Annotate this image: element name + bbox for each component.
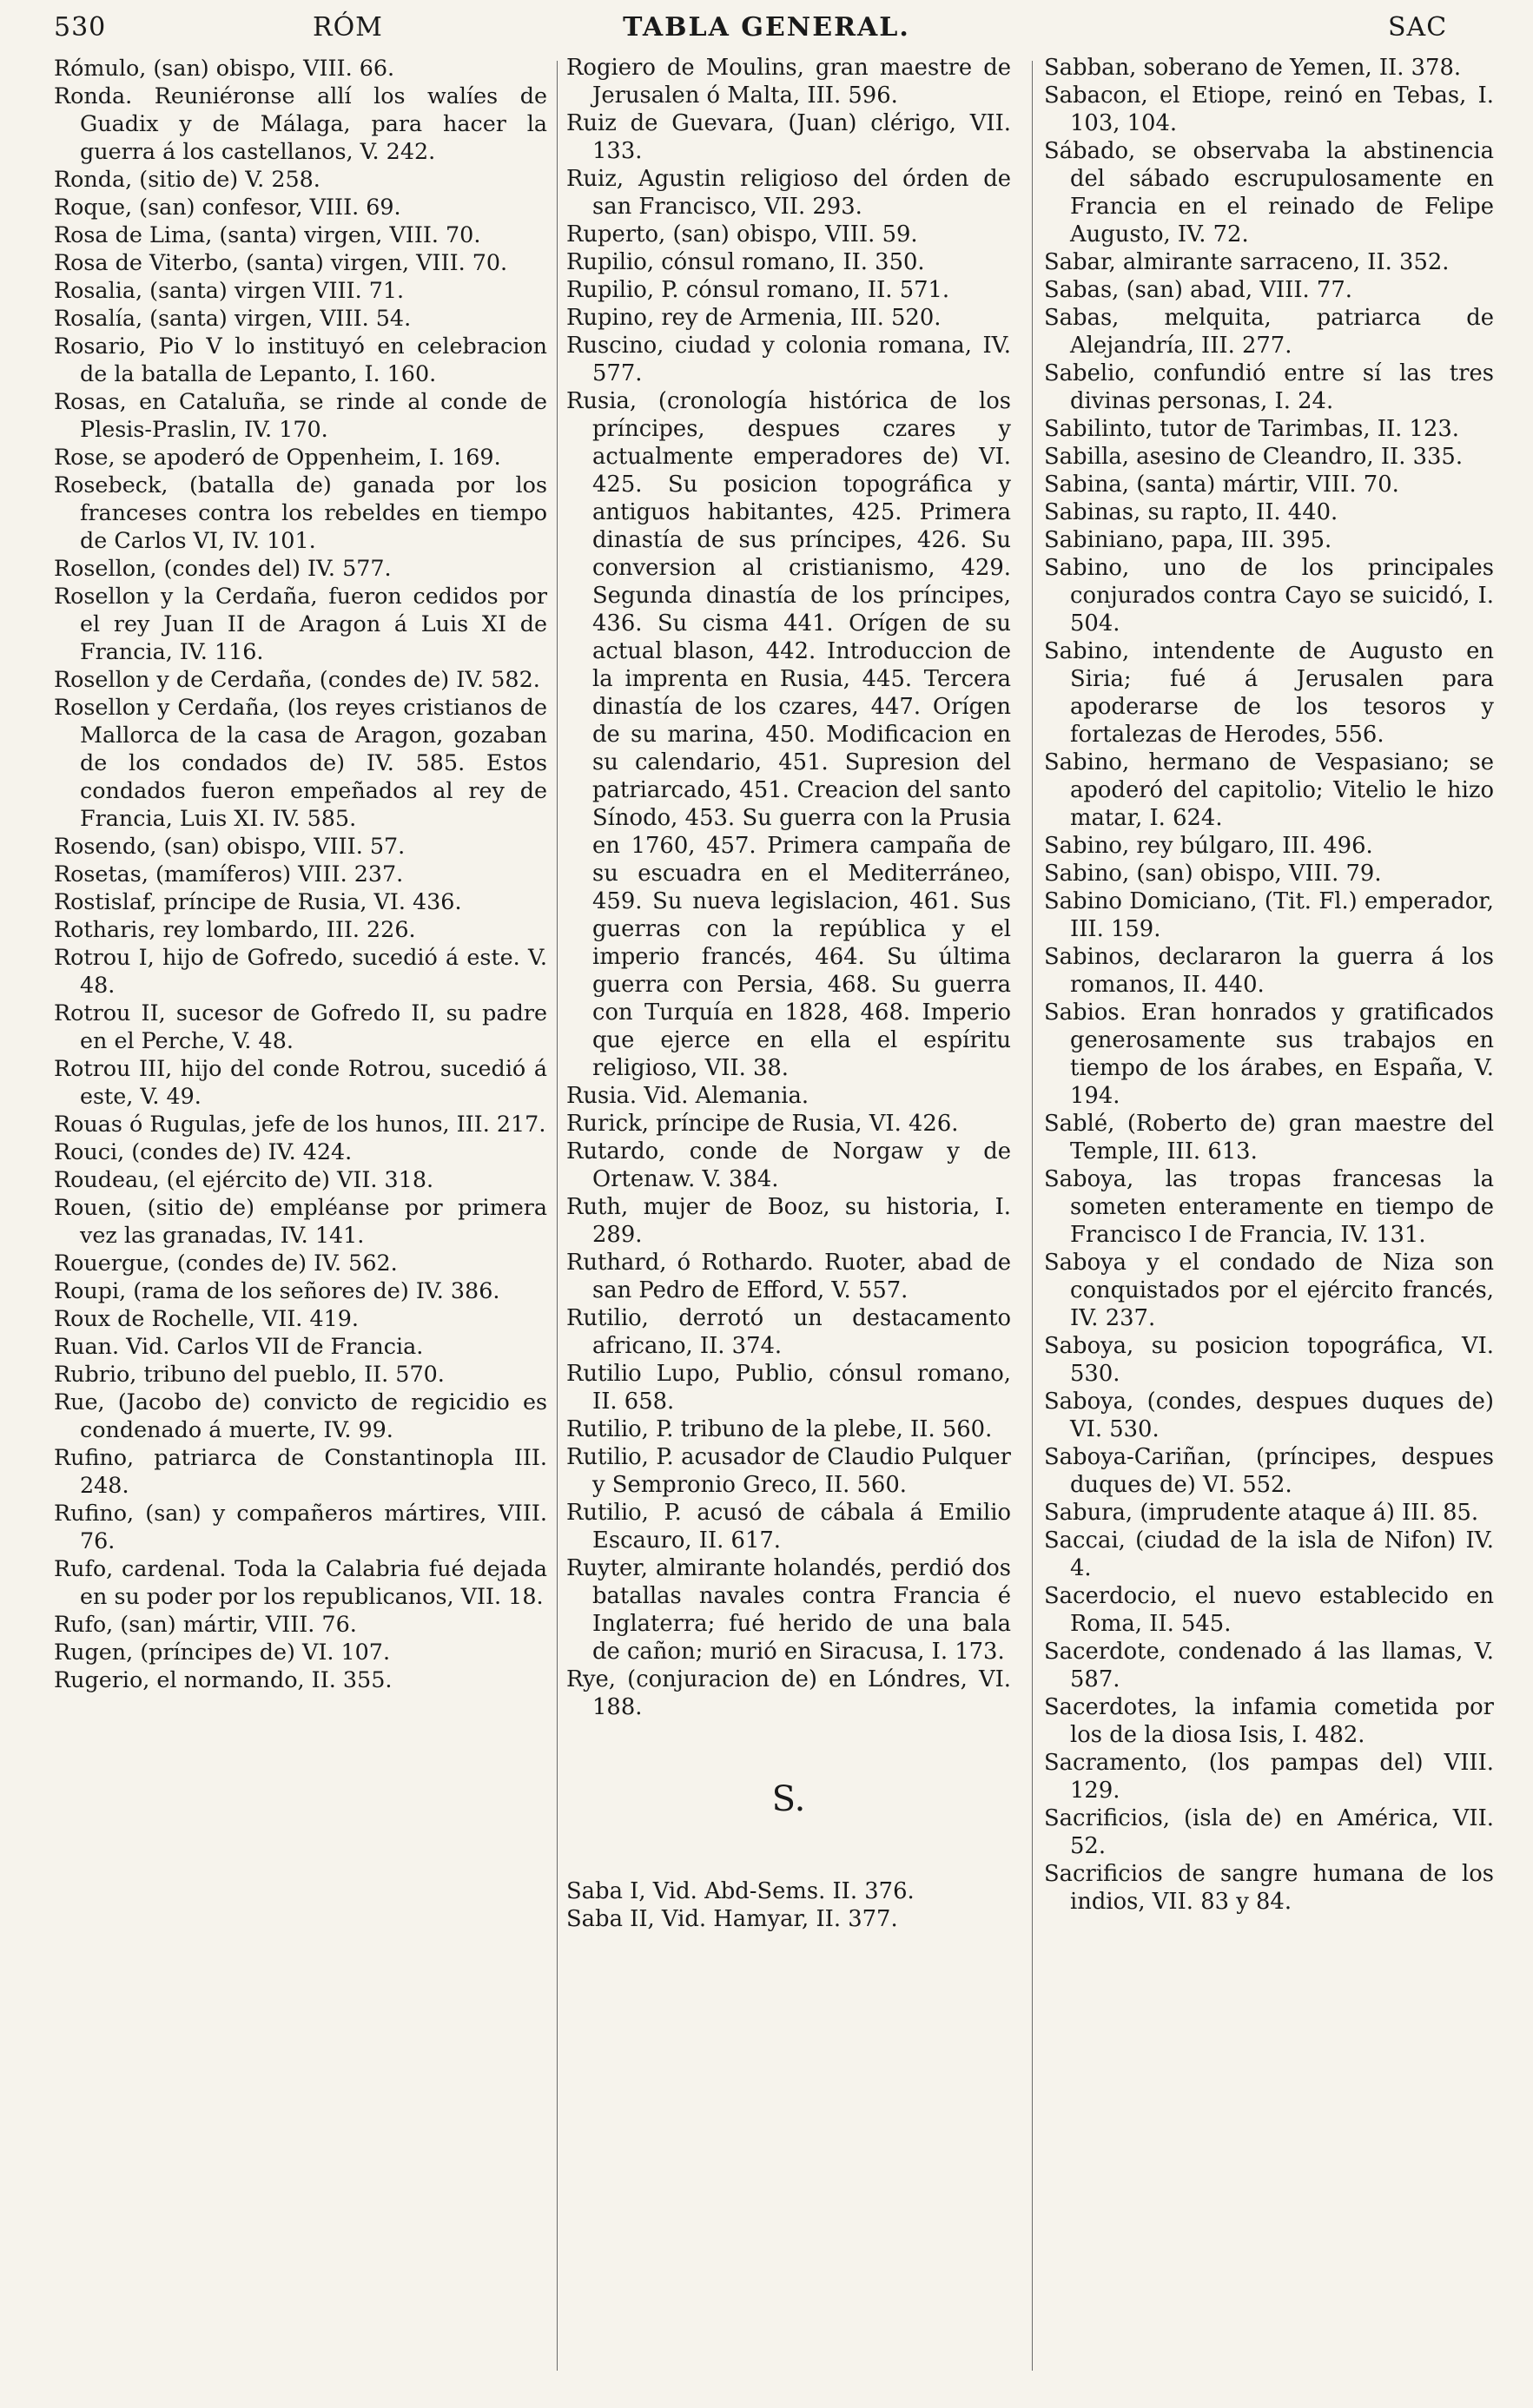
index-entry: Sabino, (san) obispo, VIII. 79. (1044, 861, 1382, 887)
index-entry: Sabura, (imprudente ataque á) III. 85. (1044, 1500, 1479, 1526)
index-entry: Saboya, las tropas francesas la someten enteramente en tiempo de Francisco I de Francia, IV. 131. (1044, 1166, 1494, 1248)
index-entry: Rosas, en Cataluña, se rinde al conde de Plesis-Praslin, IV. 170. (54, 388, 547, 442)
right-running-head: SAC (1388, 12, 1448, 43)
index-entry: Roque, (san) confesor, VIII. 69. (54, 194, 401, 220)
index-entry: Rosa de Viterbo, (santa) virgen, VIII. 70. (54, 249, 508, 275)
index-entry: Rutardo, conde de Norgaw y de Ortenaw. V. 384. (566, 1138, 1011, 1192)
index-entry: Ruiz, Agustin religioso del órden de san Francisco, VII. 293. (566, 166, 1011, 220)
column-divider (557, 61, 558, 2371)
index-entry: Rutilio, P. acusó de cábala á Emilio Escauro, II. 617. (566, 1500, 1011, 1554)
index-entry: Sacramento, (los pampas del) VIII. 129. (1044, 1750, 1494, 1804)
index-entry: Sacrificios de sangre humana de los indios, VII. 83 y 84. (1044, 1861, 1494, 1915)
index-entry: Rusia, (cronología histórica de los príncipes, despues czares y actualmente emperadores de) VI. 425. Su posicion topográfica y antiguos habitantes, 425. Primera dinastía de sus príncipes, 426. Su conversion al cristianismo, 429. Segunda dinastía de los príncipes, 436. Su cisma 441. Orígen de su actual blason, 442. Introduccion de la imprenta en Rusia, 445. Tercera dinastía de los czares, 447. Orígen de su marina, 450. Modificacion en su calendario, 451. Supresion del patriarcado, 451. Creacion del santo Sínodo, 453. Su guerra con la Prusia en 1760, 457. Primera campaña de su escuadra en el Mediterráneo, 459. Su nueva legislacion, 461. Sus guerras con la república y el imperio francés, 464. Su última guerra con Persia, 468. Su guerra con Turquía en 1828, 468. Imperio que ejerce en ella el espíritu religioso, VII. 38. (566, 388, 1011, 1081)
index-entry: Rutilio, P. tribuno de la plebe, II. 560. (566, 1416, 993, 1442)
index-entry: Ruperto, (san) obispo, VIII. 59. (566, 221, 918, 247)
index-entry: Rotrou II, sucesor de Gofredo II, su padre en el Perche, V. 48. (54, 999, 547, 1053)
page-title: TABLA GENERAL. (623, 12, 910, 43)
index-entry: Rosellon y de Cerdaña, (condes de) IV. 582. (54, 666, 540, 692)
index-entry: Sabinas, su rapto, II. 440. (1044, 499, 1338, 525)
index-entry: Rómulo, (san) obispo, VIII. 66. (54, 55, 395, 81)
index-entry: Rutilio, P. acusador de Claudio Pulquer y Sempronio Greco, II. 560. (566, 1444, 1011, 1498)
index-entry: Sabilinto, tutor de Tarimbas, II. 123. (1044, 416, 1459, 442)
index-entry: Rufino, patriarca de Constantinopla III. 248. (54, 1444, 547, 1498)
index-entry: Rotharis, rey lombardo, III. 226. (54, 916, 416, 942)
index-entry: Rufo, (san) mártir, VIII. 76. (54, 1611, 357, 1637)
index-entry: Rose, se apoderó de Oppenheim, I. 169. (54, 444, 501, 470)
index-entry: Rurick, príncipe de Rusia, VI. 426. (566, 1111, 959, 1137)
index-entry: Ronda. Reuniéronse allí los walíes de Guadix y de Málaga, para hacer la guerra á los castellanos, V. 242. (54, 82, 547, 164)
index-entry: Rupilio, cónsul romano, II. 350. (566, 249, 925, 275)
index-entry: Rugen, (príncipes de) VI. 107. (54, 1639, 391, 1665)
index-entry: Ruiz de Guevara, (Juan) clérigo, VII. 133. (566, 110, 1011, 164)
index-entry: Sabino, intendente de Augusto en Siria; fué á Jerusalen para apoderarse de los tesoros y fortalezas de Herodes, 556. (1044, 638, 1494, 748)
index-entry: Sabino, rey búlgaro, III. 496. (1044, 833, 1373, 859)
index-entry: Sacrificios, (isla de) en América, VII. 52. (1044, 1805, 1494, 1859)
index-entry: Rouergue, (condes de) IV. 562. (54, 1250, 398, 1276)
index-entry: Rye, (conjuracion de) en Lóndres, VI. 188. (566, 1666, 1011, 1720)
index-entry: Sabilla, asesino de Cleandro, II. 335. (1044, 444, 1464, 470)
index-entry: Rusia. Vid. Alemania. (566, 1083, 809, 1109)
index-entry: Roux de Rochelle, VII. 419. (54, 1305, 359, 1331)
page-number: 530 (54, 12, 107, 43)
index-entry: Ronda, (sitio de) V. 258. (54, 166, 320, 192)
index-entry: Saba II, Vid. Hamyar, II. 377. (566, 1906, 898, 1932)
index-entry: Sabios. Eran honrados y gratificados generosamente sus trabajos en tiempo de los árabes, en España, V. 194. (1044, 999, 1494, 1109)
column-divider (1032, 61, 1033, 2371)
index-entry: Rupilio, P. cónsul romano, II. 571. (566, 277, 950, 303)
index-entry: Rosalia, (santa) virgen VIII. 71. (54, 277, 405, 303)
index-entry: Rufino, (san) y compañeros mártires, VIII. 76. (54, 1500, 547, 1554)
index-entry: Rosa de Lima, (santa) virgen, VIII. 70. (54, 221, 481, 247)
index-entry: Sabas, (san) abad, VIII. 77. (1044, 277, 1352, 303)
index-entry: Rosario, Pio V lo instituyó en celebracion de la batalla de Lepanto, I. 160. (54, 333, 547, 386)
index-entry: Rosendo, (san) obispo, VIII. 57. (54, 833, 406, 859)
index-entry: Rugerio, el normando, II. 355. (54, 1666, 393, 1692)
index-entry: Sabas, melquita, patriarca de Alejandría, III. 277. (1044, 305, 1494, 359)
index-entry: Sabacon, el Etiope, reinó en Tebas, I. 103, 104. (1044, 82, 1494, 136)
index-entry: Sabinos, declararon la guerra á los romanos, II. 440. (1044, 944, 1494, 998)
section-letter: S. (771, 1779, 806, 1819)
index-entry: Saboya-Cariñan, (príncipes, despues duques de) VI. 552. (1044, 1444, 1494, 1498)
index-entry: Rosellon y Cerdaña, (los reyes cristianos de Mallorca de la casa de Aragon, gozaban de los condados de) IV. 585. Estos condados fueron empeñados al rey de Francia, Luis XI. IV. 585. (54, 694, 547, 831)
index-entry: Saboya y el condado de Niza son conquistados por el ejército francés, IV. 237. (1044, 1250, 1494, 1331)
index-entry: Sabino, uno de los principales conjurados contra Cayo se suicidó, I. 504. (1044, 555, 1494, 637)
index-entry: Rosellon y la Cerdaña, fueron cedidos por el rey Juan II de Aragon á Luis XI de Francia, IV. 116. (54, 583, 547, 664)
index-column-2-entries-s (566, 1877, 1011, 1933)
index-entry: Rosebeck, (batalla de) ganada por los franceses contra los rebeldes en tiempo de Carlos VI, IV. 101. (54, 472, 547, 553)
index-entry: Sabino Domiciano, (Tit. Fl.) emperador, III. 159. (1044, 888, 1494, 942)
index-entry: Saccai, (ciudad de la isla de Nifon) IV. 4. (1044, 1527, 1494, 1581)
index-entry: Sabban, soberano de Yemen, II. 378. (1044, 55, 1462, 81)
index-entry: Saboya, (condes, despues duques de) VI. 530. (1044, 1389, 1494, 1442)
index-entry: Sacerdote, condenado á las llamas, V. 587. (1044, 1639, 1494, 1692)
index-entry: Ruan. Vid. Carlos VII de Francia. (54, 1333, 424, 1359)
index-entry: Sacerdocio, el nuevo establecido en Roma, II. 545. (1044, 1583, 1494, 1637)
index-entry: Rouas ó Rugulas, jefe de los hunos, III. 217. (54, 1111, 546, 1137)
index-entry: Ruscino, ciudad y colonia romana, IV. 577. (566, 333, 1011, 386)
index-entry: Ruth, mujer de Booz, su historia, I. 289. (566, 1194, 1011, 1248)
page-header (0, 12, 1533, 47)
index-column-3 (1044, 54, 1494, 1916)
index-entry: Sablé, (Roberto de) gran maestre del Temple, III. 613. (1044, 1111, 1494, 1164)
index-entry: Sacerdotes, la infamia cometida por los de la diosa Isis, I. 482. (1044, 1694, 1494, 1748)
index-entry: Rupino, rey de Armenia, III. 520. (566, 305, 942, 331)
left-running-head: RÓM (313, 12, 383, 43)
index-entry: Sabino, hermano de Vespasiano; se apoderó del capitolio; Vitelio le hizo matar, I. 624. (1044, 749, 1494, 831)
index-entry: Sabelio, confundió entre sí las tres divinas personas, I. 24. (1044, 360, 1494, 414)
index-entry: Rue, (Jacobo de) convicto de regicidio es condenado á muerte, IV. 99. (54, 1389, 547, 1442)
index-entry: Sabar, almirante sarraceno, II. 352. (1044, 249, 1450, 275)
index-entry: Saboya, su posicion topográfica, VI. 530. (1044, 1333, 1494, 1387)
index-entry: Rufo, cardenal. Toda la Calabria fué dejada en su poder por los republicanos, VII. 18. (54, 1555, 547, 1609)
index-entry: Rutilio, derrotó un destacamento africano, II. 374. (566, 1305, 1011, 1359)
index-column-2-entries (566, 54, 1011, 1721)
index-entry: Roupi, (rama de los señores de) IV. 386. (54, 1277, 500, 1303)
index-entry: Rogiero de Moulins, gran maestre de Jerusalen ó Malta, III. 596. (566, 55, 1011, 109)
index-entry: Sabiniano, papa, III. 395. (1044, 527, 1332, 553)
index-entry: Saba I, Vid. Abd-Sems. II. 376. (566, 1878, 915, 1904)
index-entry: Roudeau, (el ejército de) VII. 318. (54, 1166, 434, 1192)
index-entry: Rosalía, (santa) virgen, VIII. 54. (54, 305, 412, 331)
index-entry: Sábado, se observaba la abstinencia del sábado escrupulosamente en Francia en el reinado de Felipe Augusto, IV. 72. (1044, 138, 1494, 247)
index-entry: Rotrou I, hijo de Gofredo, sucedió á este. V. 48. (54, 944, 547, 998)
index-entry: Ruthard, ó Rothardo. Ruoter, abad de san Pedro de Efford, V. 557. (566, 1250, 1011, 1303)
index-entry: Sabina, (santa) mártir, VIII. 70. (1044, 472, 1399, 498)
index-entry: Rouen, (sitio de) empléanse por primera vez las granadas, IV. 141. (54, 1194, 547, 1248)
index-entry: Rosellon, (condes del) IV. 577. (54, 555, 392, 581)
index-entry: Rosetas, (mamíferos) VIII. 237. (54, 861, 404, 887)
index-entry: Ruyter, almirante holandés, perdió dos batallas navales contra Francia é Inglaterra; fué herido de una bala de cañon; murió en Siracusa, I. 173. (566, 1555, 1011, 1665)
index-entry: Rostislaf, príncipe de Rusia, VI. 436. (54, 888, 462, 914)
index-entry: Rubrio, tribuno del pueblo, II. 570. (54, 1361, 445, 1387)
index-entry: Rotrou III, hijo del conde Rotrou, sucedió á este, V. 49. (54, 1055, 547, 1109)
index-entry: Rutilio Lupo, Publio, cónsul romano, II. 658. (566, 1361, 1011, 1415)
index-column-1 (54, 54, 547, 1693)
index-column-2 (566, 54, 1011, 1933)
index-entry: Rouci, (condes de) IV. 424. (54, 1138, 353, 1164)
